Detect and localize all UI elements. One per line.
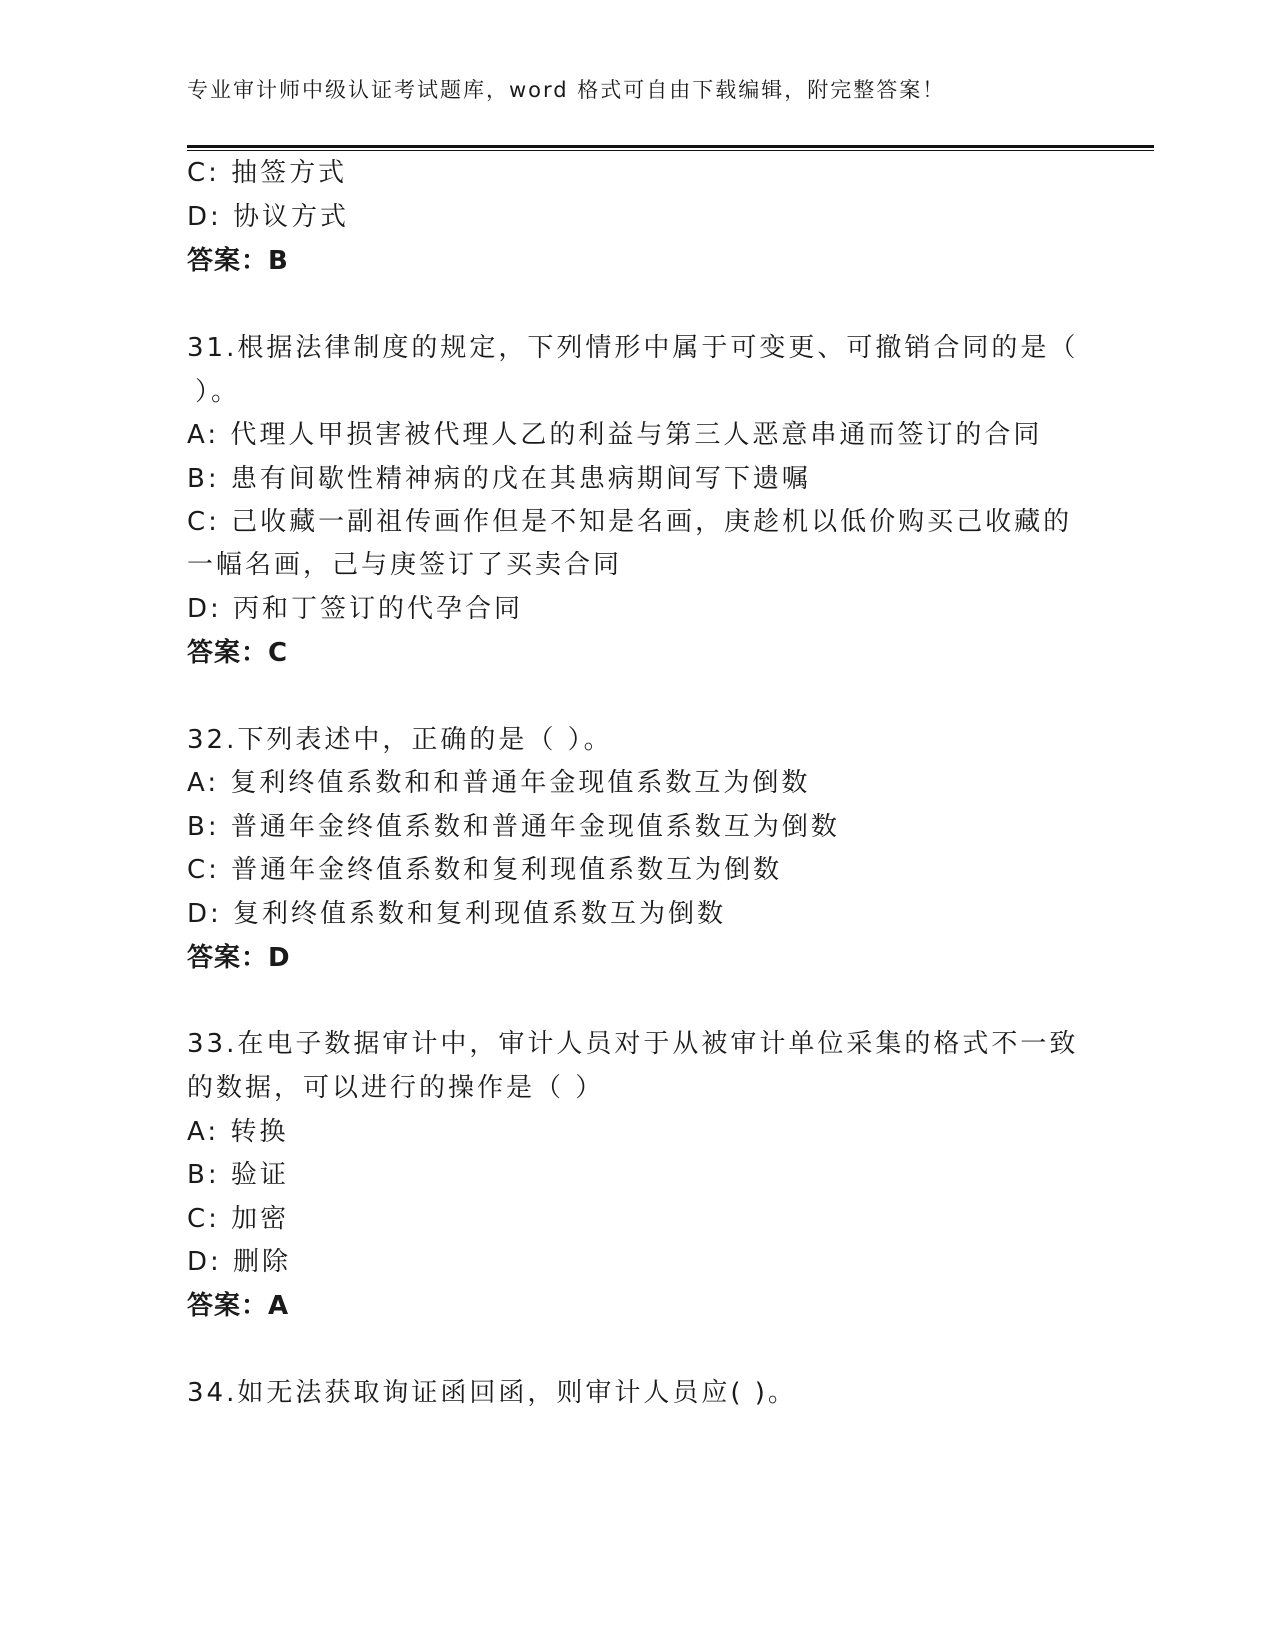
answer: 答案：C (187, 638, 289, 668)
page-header: 专业审计师中级认证考试题库，word 格式可自由下载编辑，附完整答案！ (187, 78, 946, 102)
option-a: A: 转换 (187, 1117, 289, 1147)
answer: 答案：B (187, 246, 289, 276)
question-stem: 33.在电子数据审计中，审计人员对于从被审计单位采集的格式不一致 (187, 1029, 1079, 1059)
option-a: A: 复利终值系数和和普通年金现值系数互为倒数 (187, 768, 811, 798)
option-d: D: 删除 (187, 1247, 292, 1277)
header-rule-thin (187, 150, 1154, 151)
option-c: C: 普通年金终值系数和复利现值系数互为倒数 (187, 855, 783, 885)
option-c: C: 抽签方式 (187, 158, 348, 188)
option-d: D: 协议方式 (187, 202, 350, 232)
option-a: A: 代理人甲损害被代理人乙的利益与第三人恶意串通而签订的合同 (187, 420, 1043, 450)
question-stem-cont: ）。 (195, 377, 241, 407)
question-stem: 31.根据法律制度的规定，下列情形中属于可变更、可撤销合同的是（ (187, 333, 1079, 363)
option-c-cont: 一幅名画，己与庚签订了买卖合同 (187, 550, 623, 580)
option-d: D: 复利终值系数和复利现值系数互为倒数 (187, 899, 727, 929)
answer: 答案：A (187, 1291, 290, 1321)
option-c: C: 加密 (187, 1204, 290, 1234)
question-stem-cont: 的数据，可以进行的操作是（ ） (187, 1073, 605, 1103)
question-stem: 32.下列表述中，正确的是（ ）。 (187, 725, 613, 755)
option-c: C: 己收藏一副祖传画作但是不知是名画，庚趁机以低价购买己收藏的 (187, 507, 1073, 537)
question-stem: 34.如无法获取询证函回函，则审计人员应( )。 (187, 1378, 797, 1408)
header-rule-thick (187, 145, 1154, 148)
option-b: B: 普通年金终值系数和普通年金现值系数互为倒数 (187, 812, 840, 842)
option-b: B: 患有间歇性精神病的戊在其患病期间写下遗嘱 (187, 464, 811, 494)
answer: 答案：D (187, 943, 291, 973)
option-d: D: 丙和丁签订的代孕合同 (187, 594, 524, 624)
option-b: B: 验证 (187, 1160, 289, 1190)
